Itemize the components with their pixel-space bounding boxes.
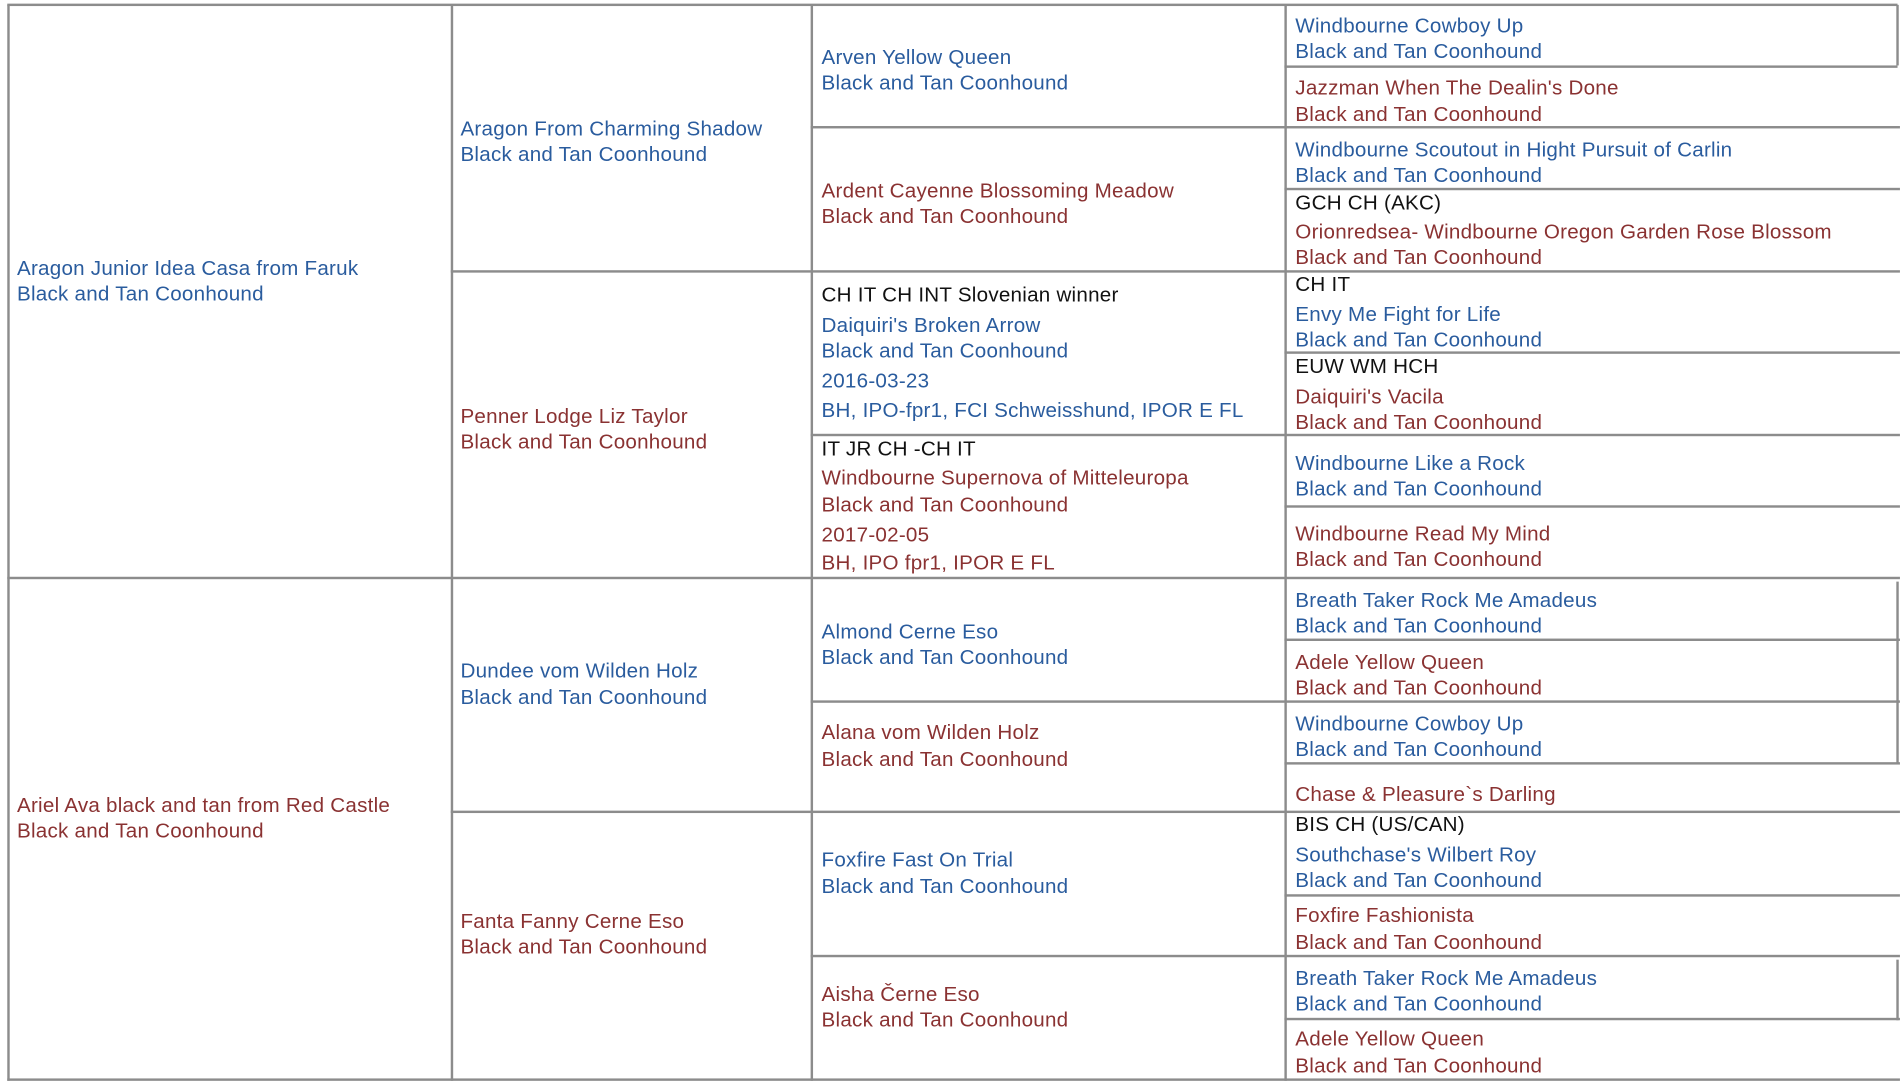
dog-titles: GCH CH (AKC) (1295, 191, 1442, 215)
dog-breed: Black and Tan Coonhound (16, 282, 264, 306)
dog-breed: Black and Tan Coonhound (460, 430, 708, 454)
dog-titles: IT JR CH -CH IT (821, 437, 976, 461)
dog-dob: 2017-02-05 (821, 523, 930, 547)
dog-name-link[interactable]: Windbourne Like a Rock (1295, 451, 1526, 475)
dog-breed: Black and Tan Coonhound (460, 142, 708, 167)
dog-name-link[interactable]: Windbourne Read My Mind (1295, 522, 1551, 546)
dog-name-link[interactable]: Arven Yellow Queen (821, 46, 1012, 70)
dog-name-link[interactable]: Chase & Pleasure`s Darling (1295, 782, 1556, 806)
dog-name-link[interactable]: Aisha Černe Eso (821, 982, 980, 1006)
grid-line (1896, 5, 1898, 66)
dog-breed: Black and Tan Coonhound (1295, 676, 1543, 700)
dog-name-link[interactable]: Breath Taker Rock Me Amadeus (1295, 588, 1598, 612)
grid-line (811, 955, 1900, 957)
dog-name-link[interactable]: Windbourne Scoutout in Hight Pursuit of Carlin (1295, 138, 1733, 162)
dog-breed: Black and Tan Coonhound (460, 685, 708, 709)
dog-breed: Black and Tan Coonhound (1295, 477, 1543, 501)
grid-line (7, 1078, 1900, 1080)
grid-line (1284, 639, 1900, 641)
grid-line (1896, 582, 1898, 764)
dog-name-link[interactable]: Jazzman When The Dealin's Done (1295, 76, 1619, 100)
dog-breed: Black and Tan Coonhound (1295, 1054, 1543, 1078)
dog-name-link[interactable]: Ardent Cayenne Blossoming Meadow (821, 179, 1174, 203)
dog-breed: Black and Tan Coonhound (1295, 992, 1543, 1016)
dog-name-link[interactable]: Adele Yellow Queen (1295, 650, 1485, 674)
dog-name-link[interactable]: Windbourne Cowboy Up (1295, 14, 1524, 38)
dog-breed: Black and Tan Coonhound (1295, 163, 1543, 187)
dog-name-link[interactable]: Windbourne Cowboy Up (1295, 712, 1524, 736)
dog-breed: Black and Tan Coonhound (1295, 614, 1543, 638)
dog-breed: Black and Tan Coonhound (1295, 39, 1543, 64)
dog-breed: Black and Tan Coonhound (1295, 328, 1543, 352)
grid-line (1284, 5, 1286, 1081)
grid-line (451, 811, 1900, 813)
grid-line (1284, 894, 1900, 896)
dog-name-link[interactable]: Fanta Fanny Cerne Eso (460, 909, 685, 934)
grid-line (451, 270, 1900, 272)
dog-breed: Black and Tan Coonhound (1295, 737, 1543, 761)
dog-titles: EUW WM HCH (1295, 355, 1439, 379)
dog-name-link[interactable]: Almond Cerne Eso (821, 620, 999, 644)
dog-name-link[interactable]: Southchase's Wilbert Roy (1295, 843, 1537, 867)
dog-breed: Black and Tan Coonhound (1295, 245, 1543, 269)
grid-line (7, 577, 1900, 579)
dog-breed: Black and Tan Coonhound (1295, 547, 1543, 571)
dog-breed: Black and Tan Coonhound (821, 645, 1069, 669)
dog-tests: BH, IPO fpr1, IPOR E FL (821, 551, 1055, 575)
grid-line (1284, 505, 1900, 507)
dog-name-link[interactable]: Penner Lodge Liz Taylor (460, 404, 688, 428)
dog-breed: Black and Tan Coonhound (821, 874, 1069, 898)
dog-breed: Black and Tan Coonhound (821, 71, 1069, 95)
dog-name-link[interactable]: Aragon Junior Idea Casa from Faruk (16, 256, 359, 280)
dog-breed: Black and Tan Coonhound (1295, 410, 1543, 434)
dog-breed: Black and Tan Coonhound (16, 819, 264, 843)
dog-name-link[interactable]: Alana vom Wilden Holz (821, 720, 1040, 744)
dog-name-link[interactable]: Daiquiri's Vacila (1295, 385, 1444, 409)
dog-breed: Black and Tan Coonhound (1295, 102, 1543, 127)
dog-breed: Black and Tan Coonhound (1295, 868, 1543, 892)
dog-name-link[interactable]: Adele Yellow Queen (1295, 1027, 1485, 1051)
grid-line (7, 4, 1897, 6)
grid-line (451, 5, 453, 1081)
dog-breed: Black and Tan Coonhound (821, 339, 1069, 363)
grid-line (7, 5, 9, 1081)
dog-dob: 2016-03-23 (821, 369, 930, 393)
dog-name-link[interactable]: Breath Taker Rock Me Amadeus (1295, 966, 1598, 990)
dog-breed: Black and Tan Coonhound (1295, 930, 1543, 954)
dog-titles: CH IT CH INT Slovenian winner (821, 283, 1119, 307)
dog-name-link[interactable]: Aragon From Charming Shadow (460, 117, 763, 141)
dog-titles: BIS CH (US/CAN) (1295, 813, 1465, 837)
grid-line (1896, 960, 1898, 1021)
grid-line (1284, 762, 1900, 764)
dog-breed: Black and Tan Coonhound (821, 1008, 1069, 1032)
dog-name-link[interactable]: Envy Me Fight for Life (1295, 302, 1501, 326)
dog-name-link[interactable]: Ariel Ava black and tan from Red Castle (16, 793, 391, 817)
dog-name-link[interactable]: Daiquiri's Broken Arrow (821, 313, 1041, 337)
dog-name-link[interactable]: Foxfire Fast On Trial (821, 848, 1014, 872)
dog-breed: Black and Tan Coonhound (821, 204, 1069, 228)
dog-breed: Black and Tan Coonhound (460, 935, 708, 959)
grid-line (811, 5, 813, 1081)
dog-name-link[interactable]: Dundee vom Wilden Holz (460, 659, 699, 683)
dog-breed: Black and Tan Coonhound (821, 747, 1069, 771)
dog-tests: BH, IPO-fpr1, FCI Schweisshund, IPOR E FL (821, 398, 1244, 422)
dog-breed: Black and Tan Coonhound (821, 493, 1069, 517)
grid-line (811, 700, 1900, 702)
grid-line (1284, 1018, 1900, 1020)
dog-name-link[interactable]: Foxfire Fashionista (1295, 903, 1474, 927)
dog-titles: CH IT (1295, 272, 1351, 296)
dog-name-link[interactable]: Orionredsea- Windbourne Oregon Garden Rose Blossom (1295, 220, 1832, 244)
grid-line (1284, 65, 1897, 67)
dog-name-link[interactable]: Windbourne Supernova of Mitteleuropa (821, 466, 1189, 490)
